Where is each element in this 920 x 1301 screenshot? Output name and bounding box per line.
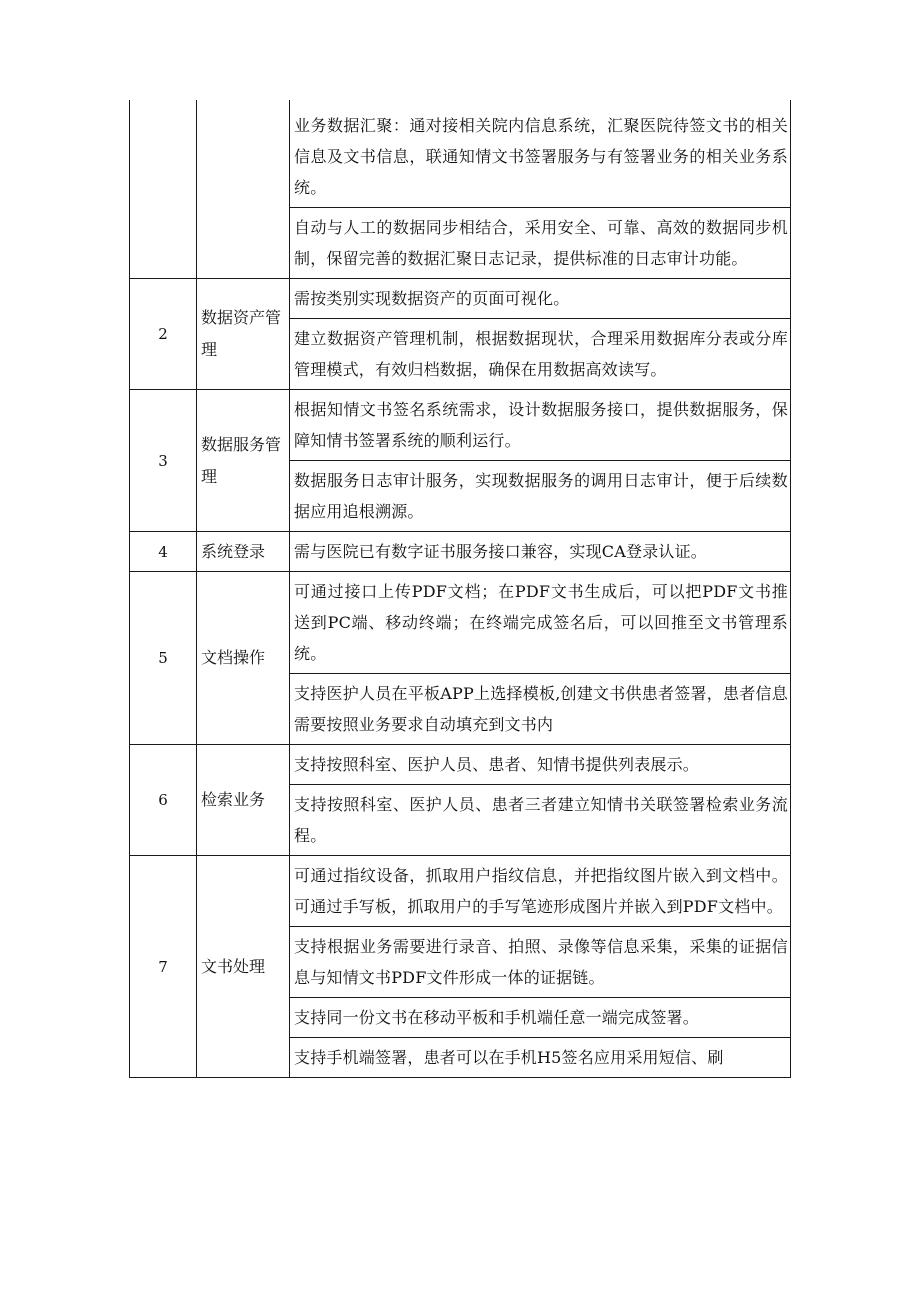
requirement-text: 数据服务日志审计服务，实现数据服务的调用日志审计，便于后续数据应用追根溯源。 [290, 461, 791, 532]
requirement-text: 建立数据资产管理机制，根据数据现状，合理采用数据库分表或分库管理模式，有效归档数据，确保在用数据高效读写。 [290, 319, 791, 390]
requirements-table [129, 100, 791, 1078]
row-number: 2 [130, 279, 197, 390]
row-number [130, 100, 197, 279]
table-row [130, 532, 791, 572]
requirement-text: 支持医护人员在平板APP上选择模板,创建文书供患者签署，患者信息需要按照业务要求自动填充到文书内 [290, 674, 791, 745]
function-name: 文档操作 [197, 572, 290, 745]
requirement-text: 需与医院已有数字证书服务接口兼容，实现CA登录认证。 [290, 532, 791, 572]
requirement-text: 支持根据业务需要进行录音、拍照、录像等信息采集，采集的证据信息与知情文书PDF文件形成一体的证据链。 [290, 927, 791, 998]
function-name: 数据服务管理 [197, 390, 290, 532]
function-name: 系统登录 [197, 532, 290, 572]
requirement-text: 支持手机端签署，患者可以在手机H5签名应用采用短信、刷 [290, 1038, 791, 1078]
requirement-text: 自动与人工的数据同步相结合，采用安全、可靠、高效的数据同步机制，保留完善的数据汇聚日志记录，提供标准的日志审计功能。 [290, 208, 791, 279]
requirement-text: 支持按照科室、医护人员、患者三者建立知情书关联签署检索业务流程。 [290, 785, 791, 856]
table-row [130, 100, 791, 208]
requirement-text: 可通过指纹设备，抓取用户指纹信息，并把指纹图片嵌入到文档中。可通过手写板，抓取用户的手写笔迹形成图片并嵌入到PDF文档中。 [290, 856, 791, 927]
function-name: 文书处理 [197, 856, 290, 1078]
requirement-text: 可通过接口上传PDF文档；在PDF文书生成后，可以把PDF文书推送到PC端、移动终端；在终端完成签名后，可以回推至文书管理系统。 [290, 572, 791, 674]
row-number: 7 [130, 856, 197, 1078]
table-row [130, 279, 791, 319]
row-number: 3 [130, 390, 197, 532]
row-number: 5 [130, 572, 197, 745]
function-name: 检索业务 [197, 745, 290, 856]
row-number: 6 [130, 745, 197, 856]
requirement-text: 业务数据汇聚：通对接相关院内信息系统，汇聚医院待签文书的相关信息及文书信息，联通知情文书签署服务与有签署业务的相关业务系统。 [290, 100, 791, 208]
table-row [130, 572, 791, 674]
function-name: 数据资产管理 [197, 279, 290, 390]
requirement-text: 支持按照科室、医护人员、患者、知情书提供列表展示。 [290, 745, 791, 785]
row-number: 4 [130, 532, 197, 572]
requirement-text: 根据知情文书签名系统需求，设计数据服务接口，提供数据服务，保障知情书签署系统的顺利运行。 [290, 390, 791, 461]
function-name [197, 100, 290, 279]
requirement-text: 支持同一份文书在移动平板和手机端任意一端完成签署。 [290, 998, 791, 1038]
table-row [130, 390, 791, 461]
table-row [130, 745, 791, 785]
table-row [130, 856, 791, 927]
requirement-text: 需按类别实现数据资产的页面可视化。 [290, 279, 791, 319]
